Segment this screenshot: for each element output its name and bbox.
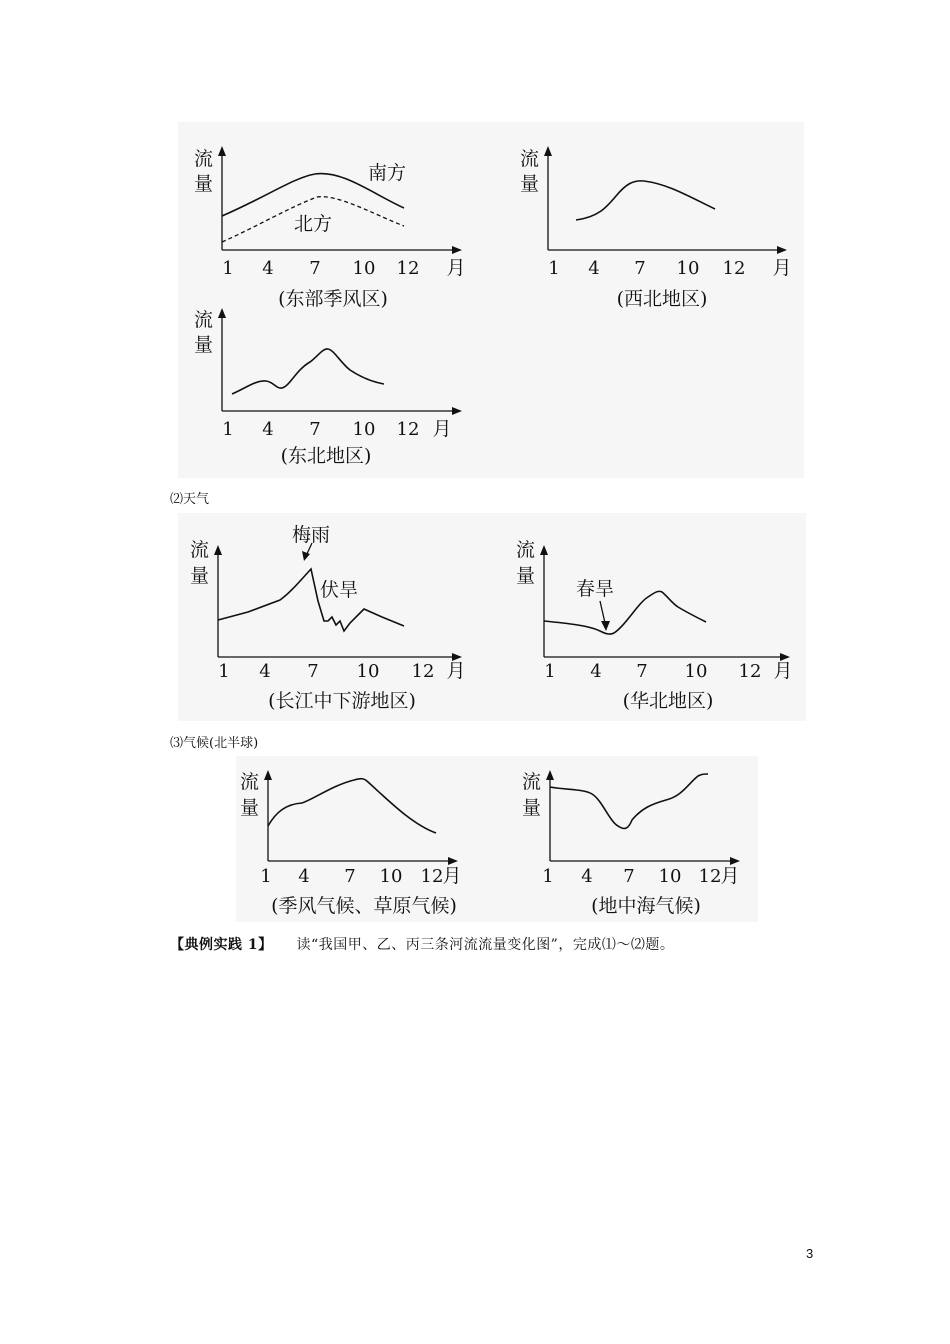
practice-text: 读“我国甲、乙、丙三条河流流量变化图”，完成⑴～⑵题。 (296, 937, 675, 953)
chart-huabei (516, 539, 793, 712)
tick-label: 7 (344, 866, 356, 887)
tick-label: 4 (262, 258, 274, 279)
tick-label: 4 (259, 661, 271, 682)
tick-label: 4 (298, 866, 310, 887)
x-unit-label: 月 (432, 418, 452, 440)
chart-yangtze (190, 524, 466, 712)
x-axis-arrow (730, 857, 740, 865)
chart-caption: (地中海气候) (591, 895, 701, 917)
section-weather: ⑵天气 (170, 492, 210, 507)
chart-caption: (长江中下游地区) (268, 690, 416, 712)
y-axis-arrow (540, 545, 548, 555)
huabei-flow-line (544, 591, 706, 634)
chart-caption: (东北地区) (280, 445, 372, 467)
monsoon-flow-line (268, 779, 436, 833)
tick-label: 1 (218, 661, 230, 682)
tick-label: 7 (636, 661, 648, 682)
y-label-top: 流 (520, 148, 540, 170)
x-axis-arrow (448, 857, 458, 865)
y-label-top: 流 (522, 771, 542, 793)
tick-label: 12 (722, 258, 746, 279)
weather-figure (178, 513, 806, 721)
tick-label: 10 (684, 661, 708, 682)
x-unit-label: 月 (773, 660, 793, 682)
tick-label: 7 (623, 866, 635, 887)
tick-label: 12 (698, 866, 722, 887)
tick-label: 10 (658, 866, 682, 887)
y-axis-arrow (218, 308, 226, 318)
northeast-flow-line (232, 349, 384, 394)
x-axis-arrow (452, 407, 462, 415)
tick-label: 10 (379, 866, 403, 887)
tick-label: 7 (309, 419, 321, 440)
chart-mediterranean (522, 770, 740, 917)
tick-label: 10 (356, 661, 380, 682)
y-label-top: 流 (516, 539, 536, 561)
x-axis-arrow (452, 246, 462, 254)
y-label-bottom: 量 (522, 797, 542, 819)
tick-label: 4 (588, 258, 600, 279)
tick-label: 1 (542, 866, 554, 887)
tick-label: 4 (581, 866, 593, 887)
chart-caption: (西北地区) (616, 288, 708, 310)
chunhan-arrow-head (601, 621, 610, 631)
y-label-bottom: 量 (520, 173, 540, 195)
south-label: 南方 (368, 162, 407, 184)
x-unit-label: 月 (446, 660, 466, 682)
tick-label: 7 (634, 258, 646, 279)
chart-northwest (520, 146, 792, 310)
chunhan-arrow-line (600, 601, 605, 623)
tick-label: 12 (396, 419, 420, 440)
y-label-bottom: 量 (240, 797, 260, 819)
x-unit-label: 月 (720, 865, 740, 887)
tick-label: 1 (222, 258, 234, 279)
tick-label: 10 (676, 258, 700, 279)
chart-east-monsoon (194, 146, 466, 310)
x-unit-label: 月 (442, 865, 462, 887)
mediterranean-flow-line (550, 774, 708, 828)
x-unit-label: 月 (772, 257, 792, 279)
y-label-bottom: 量 (194, 173, 214, 195)
y-axis-arrow (544, 146, 552, 156)
tick-label: 12 (396, 258, 420, 279)
tick-label: 1 (222, 419, 234, 440)
chart-caption: (华北地区) (622, 690, 714, 712)
y-axis-arrow (264, 770, 272, 780)
tick-label: 4 (262, 419, 274, 440)
tick-label: 7 (307, 661, 319, 682)
y-label-bottom: 量 (516, 565, 536, 587)
y-label-top: 流 (240, 771, 260, 793)
tick-label: 10 (352, 258, 376, 279)
x-axis-arrow (777, 246, 787, 254)
figure-panel-weather (178, 513, 806, 721)
tick-label: 10 (352, 419, 376, 440)
chunhan-label: 春旱 (576, 578, 615, 600)
y-axis-arrow (218, 146, 226, 156)
chart-caption: (季风气候、草原气候) (271, 895, 457, 917)
y-label-top: 流 (190, 539, 210, 561)
tick-label: 1 (544, 661, 556, 682)
north-label: 北方 (294, 213, 333, 235)
chart-northeast (194, 308, 462, 467)
fuhan-label: 伏旱 (320, 579, 359, 601)
x-unit-label: 月 (446, 257, 466, 279)
chart-caption: (东部季风区) (278, 288, 388, 310)
section-climate: ⑶气候(北半球) (170, 736, 259, 751)
figure-panel-regions (178, 122, 804, 478)
tick-label: 7 (309, 258, 321, 279)
tick-label: 12 (411, 661, 435, 682)
practice-label: 【典例实践 1】 (170, 937, 273, 953)
y-label-bottom: 量 (190, 565, 210, 587)
page-number: 3 (806, 1246, 814, 1261)
climate-figure (236, 756, 758, 922)
y-axis-arrow (214, 545, 222, 555)
y-axis-arrow (546, 770, 554, 780)
meiyu-label: 梅雨 (292, 524, 331, 546)
practice-question (170, 934, 674, 954)
tick-label: 12 (420, 866, 444, 887)
chart-monsoon-steppe (240, 770, 462, 917)
figure-panel-climate (236, 756, 758, 922)
tick-label: 1 (548, 258, 560, 279)
northwest-flow-line (576, 181, 715, 220)
yangtze-flow-line (218, 569, 404, 631)
tick-label: 1 (260, 866, 272, 887)
regions-figure (178, 122, 804, 478)
meiyu-arrow-head (302, 551, 310, 561)
tick-label: 4 (590, 661, 602, 682)
y-label-bottom: 量 (194, 334, 214, 356)
y-label-top: 流 (194, 148, 214, 170)
tick-label: 12 (738, 661, 762, 682)
y-label-top: 流 (194, 309, 214, 331)
